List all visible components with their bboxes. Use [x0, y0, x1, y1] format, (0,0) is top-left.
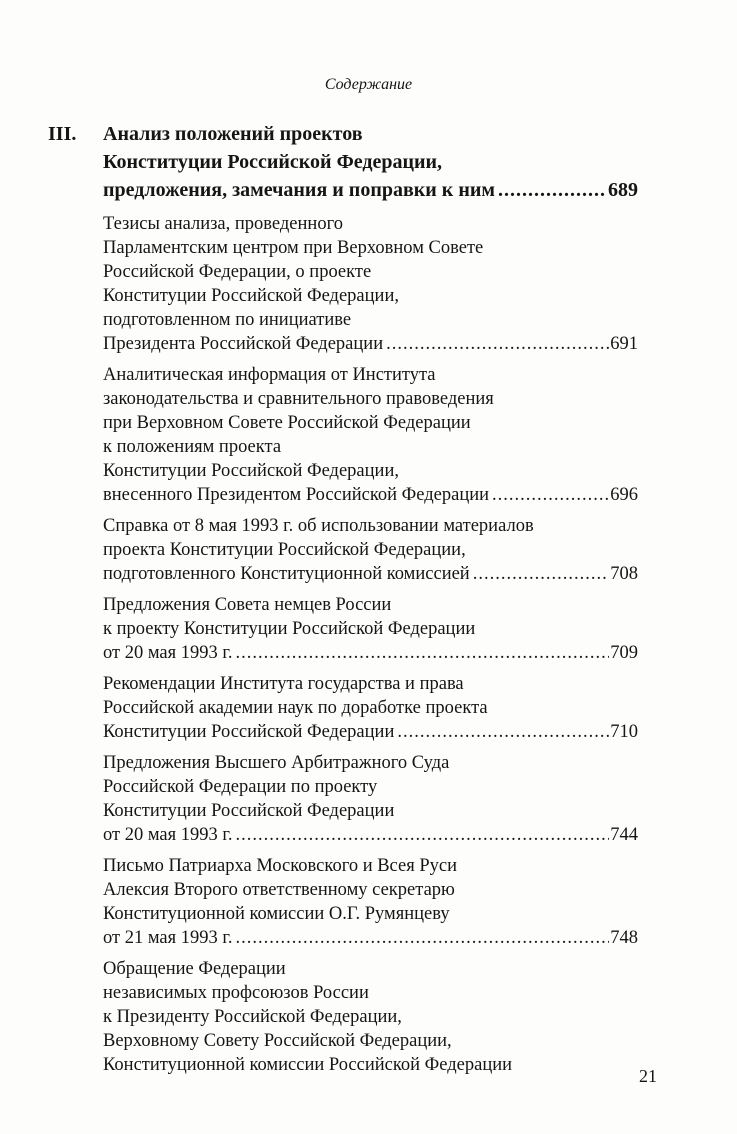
toc-entry-line: Алексия Второго ответственному секретарю	[103, 880, 455, 900]
toc-entry-text: от 20 мая 1993 г.	[103, 825, 233, 845]
section-title-text: предложения, замечания и поправки к ним	[103, 179, 496, 201]
page-number[interactable]: 748	[610, 928, 638, 948]
dot-leader	[236, 926, 610, 950]
toc-entry-line: при Верховном Совете Российской Федерации	[103, 413, 471, 433]
toc-entry-line: Конституции Российской Федерации,	[103, 286, 399, 306]
toc-entry-text: внесенного Президентом Российской Федерации	[103, 485, 490, 505]
toc-entries	[103, 212, 638, 1084]
toc-entry[interactable]	[103, 751, 638, 847]
dot-leader	[473, 562, 610, 586]
toc-entry-last-line	[103, 562, 638, 586]
page-number[interactable]: 689	[608, 179, 638, 201]
toc-entry-line: Российской Федерации, о проекте	[103, 262, 372, 282]
toc-entry-line: Аналитическая информация от Института	[103, 365, 436, 385]
toc-entry-line: Парламентским центром при Верховном Совете	[103, 238, 484, 258]
running-head: Содержание	[324, 76, 413, 93]
section-title-line: Анализ положений проектов	[103, 123, 363, 145]
toc-entry[interactable]	[103, 957, 638, 1077]
page-number[interactable]: 691	[610, 334, 638, 354]
toc-entry-line: Справка от 8 мая 1993 г. об использовании материалов	[103, 516, 534, 536]
toc-entry-line: Письмо Патриарха Московского и Всея Руси	[103, 856, 457, 876]
toc-entry[interactable]	[103, 212, 638, 356]
dot-leader	[236, 823, 610, 847]
toc-entry-line: Конституции Российской Федерации,	[103, 461, 399, 481]
toc-entry-line: подготовленном по инициативе	[103, 310, 352, 330]
toc-entry-last-line	[103, 641, 638, 665]
dot-leader	[386, 332, 609, 356]
toc-entry[interactable]	[103, 593, 638, 665]
toc-entry-text: подготовленного Конституционной комиссией	[103, 564, 470, 584]
toc-entry-line: Конституции Российской Федерации	[103, 801, 395, 821]
section-title-line: Конституции Российской Федерации,	[103, 151, 443, 173]
toc-entry-last-line	[103, 926, 638, 950]
dot-leader	[236, 641, 610, 665]
toc-entry-line: независимых профсоюзов России	[103, 983, 369, 1003]
toc-entry-line: Рекомендации Института государства и права	[103, 674, 464, 694]
page-number[interactable]: 744	[610, 825, 638, 845]
dot-leader	[492, 483, 609, 507]
toc-entry-text: от 21 мая 1993 г.	[103, 928, 233, 948]
toc-entry-line: Российской Федерации по проекту	[103, 777, 378, 797]
toc-entry-line: Предложения Высшего Арбитражного Суда	[103, 753, 450, 773]
toc-entry-line: Конституционной комиссии О.Г. Румянцеву	[103, 904, 450, 924]
toc-entry-line: Верховному Совету Российской Федерации,	[103, 1031, 452, 1051]
dot-leader	[397, 720, 609, 744]
toc-entry-text: Конституции Российской Федерации	[103, 722, 395, 742]
page-number[interactable]: 709	[610, 643, 638, 663]
toc-entry-text: Президента Российской Федерации	[103, 334, 384, 354]
toc-entry-line: проекта Конституции Российской Федерации,	[103, 540, 466, 560]
toc-entry[interactable]	[103, 363, 638, 507]
folio-page-number: 21	[639, 1066, 657, 1086]
section-number: III.	[48, 123, 77, 145]
dot-leader	[498, 176, 607, 204]
section-title-last-line	[103, 176, 638, 204]
page-number[interactable]: 696	[610, 485, 638, 505]
toc-entry-text: от 20 мая 1993 г.	[103, 643, 233, 663]
toc-entry-line: Российской академии наук по доработке проекта	[103, 698, 488, 718]
toc-entry-line: Предложения Совета немцев России	[103, 595, 392, 615]
toc-entry[interactable]	[103, 854, 638, 950]
toc-entry-last-line	[103, 720, 638, 744]
toc-entry-line: к проекту Конституции Российской Федерации	[103, 619, 476, 639]
toc-entry[interactable]	[103, 514, 638, 586]
toc-entry-line: законодательства и сравнительного правоведения	[103, 389, 494, 409]
toc-section-heading[interactable]	[48, 120, 638, 204]
toc-entry-last-line	[103, 823, 638, 847]
toc-entry-last-line	[103, 483, 638, 507]
toc-entry[interactable]	[103, 672, 638, 744]
page-number[interactable]: 708	[610, 564, 638, 584]
toc-entry-line: к положениям проекта	[103, 437, 282, 457]
page-number[interactable]: 710	[610, 722, 638, 742]
toc-entry-line: Тезисы анализа, проведенного	[103, 214, 343, 234]
toc-entry-last-line	[103, 332, 638, 356]
toc-entry-line: к Президенту Российской Федерации,	[103, 1007, 402, 1027]
toc-entry-line: Конституционной комиссии Российской Федерации	[103, 1055, 513, 1075]
toc-entry-line: Обращение Федерации	[103, 959, 286, 979]
